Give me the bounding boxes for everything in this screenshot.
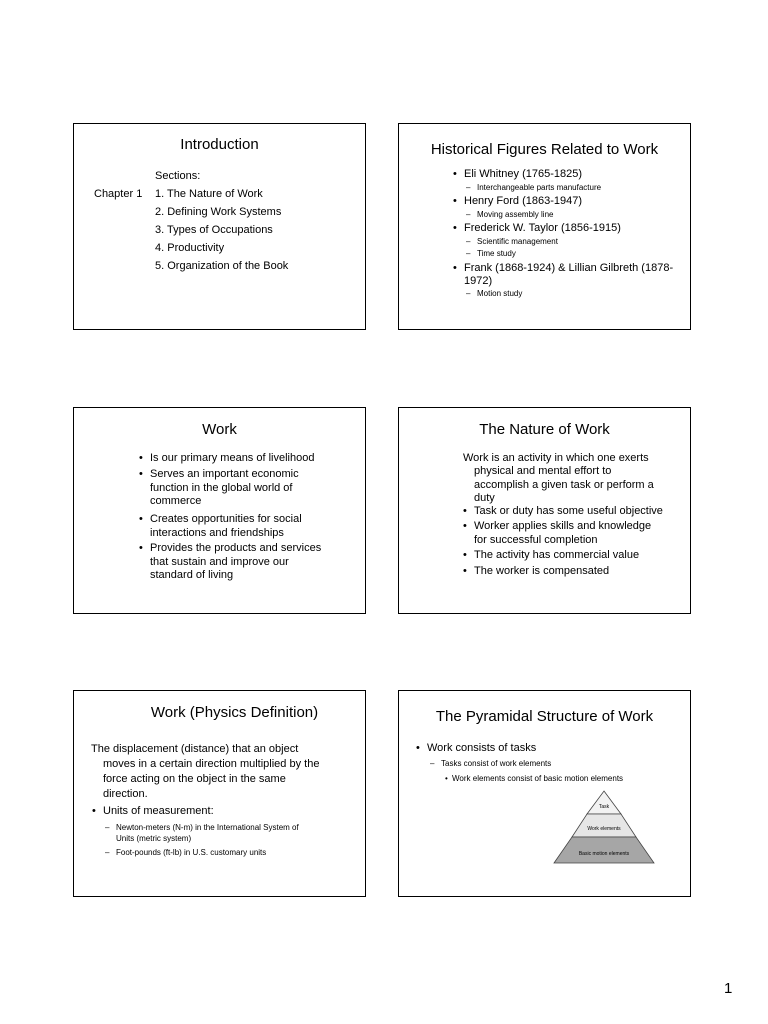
bullet-line: • Task or duty has some useful objective bbox=[474, 505, 663, 517]
pyramid-label-bottom: Basic motion elements bbox=[578, 851, 630, 857]
level-3-text: Work elements consist of basic motion elements bbox=[452, 774, 624, 783]
physics-intro bbox=[91, 742, 319, 802]
pyramid-label-middle: Work elements bbox=[587, 826, 621, 832]
unit-item bbox=[116, 847, 266, 858]
bullet-line: commerce bbox=[150, 495, 202, 507]
slide-title: The Nature of Work bbox=[479, 421, 610, 438]
figure-name: • Frank (1868-1924) & Lillian Gilbreth (1878- bbox=[464, 262, 673, 276]
pyramid-top-tier bbox=[587, 791, 621, 814]
units-label: • Units of measurement: bbox=[103, 805, 214, 819]
nature-intro bbox=[463, 452, 654, 505]
section-item: 2. Defining Work Systems bbox=[155, 206, 282, 218]
bullet-item bbox=[150, 468, 299, 509]
bullet-line: • The activity has commercial value bbox=[474, 549, 640, 561]
figure-note: – Scientific management bbox=[477, 236, 558, 247]
bullet-line: • Is our primary means of livelihood bbox=[150, 452, 315, 464]
intro-line: accomplish a given task or perform a bbox=[474, 478, 654, 491]
level-3-item: • Work elements consist of basic motion elements bbox=[445, 774, 624, 783]
slide-title: Work bbox=[202, 421, 237, 438]
bullet-item bbox=[474, 520, 651, 547]
level-1-item: • Work consists of tasks bbox=[427, 742, 536, 756]
level-2-item: – Tasks consist of work elements bbox=[441, 758, 551, 769]
bullet-item bbox=[474, 549, 639, 563]
slide-title: Historical Figures Related to Work bbox=[430, 141, 659, 158]
slide-introduction bbox=[73, 123, 366, 330]
bullet-line: interactions and friendships bbox=[150, 526, 284, 539]
figure-note: – Moving assembly line bbox=[477, 209, 553, 220]
unit-line: – Newton-meters (N-m) in the International System of bbox=[116, 823, 299, 832]
bullet-line: that sustain and improve our bbox=[150, 555, 289, 568]
figure-note: – Interchangeable parts manufacture bbox=[477, 182, 601, 193]
bullet-line: for successful completion bbox=[474, 533, 598, 546]
pyramid-label-top: Task bbox=[598, 804, 610, 810]
section-item: 4. Productivity bbox=[155, 242, 225, 254]
section-item: 1. The Nature of Work bbox=[155, 188, 263, 200]
bullet-item bbox=[150, 452, 314, 466]
slide-work bbox=[73, 407, 366, 614]
slide-title: The Pyramidal Structure of Work bbox=[435, 708, 654, 725]
section-item: 3. Types of Occupations bbox=[155, 224, 273, 236]
bullet-line: • Worker applies skills and knowledge bbox=[474, 520, 652, 532]
intro-line: direction. bbox=[103, 788, 148, 800]
unit-line: Units (metric system) bbox=[116, 834, 192, 843]
intro-line: duty bbox=[474, 491, 495, 504]
bullet-line: • Serves an important economic bbox=[150, 468, 299, 480]
intro-line: The displacement (distance) that an object bbox=[91, 743, 299, 755]
intro-line: physical and mental effort to bbox=[474, 465, 612, 478]
intro-line: moves in a certain direction multiplied by the bbox=[103, 758, 320, 770]
figure-note: – Time study bbox=[477, 248, 516, 259]
intro-line: force acting on the object in the same bbox=[103, 773, 286, 785]
bullet-item bbox=[474, 505, 663, 519]
slide-physics-definition bbox=[73, 690, 366, 897]
figure-name-continued: 1972) bbox=[464, 275, 493, 287]
chapter-label: Chapter 1 bbox=[94, 188, 143, 200]
bullet-line: standard of living bbox=[150, 569, 234, 581]
intro-line: Work is an activity in which one exerts bbox=[463, 452, 649, 464]
page-number: 1 bbox=[724, 980, 733, 997]
pyramid-bottom-tier bbox=[554, 837, 654, 863]
bullet-item bbox=[474, 565, 609, 579]
bullet-line: function in the global world of bbox=[150, 481, 293, 494]
figure-name: • Frederick W. Taylor (1856-1915) bbox=[464, 222, 621, 236]
slide-nature-of-work bbox=[398, 407, 691, 614]
bullet-line: • Creates opportunities for social bbox=[150, 513, 302, 525]
pyramid-diagram bbox=[549, 789, 659, 869]
slide-title: Work (Physics Definition) bbox=[150, 704, 319, 721]
section-item: 5. Organization of the Book bbox=[155, 260, 289, 272]
slide-pyramidal-structure bbox=[398, 690, 691, 897]
figure-name: • Henry Ford (1863-1947) bbox=[464, 195, 582, 209]
figure-name: • Eli Whitney (1765-1825) bbox=[464, 168, 582, 182]
sections-label: Sections: bbox=[155, 170, 201, 182]
figure-note: – Motion study bbox=[477, 288, 522, 299]
bullet-line: • The worker is compensated bbox=[474, 565, 610, 577]
bullet-item bbox=[150, 513, 302, 540]
unit-item bbox=[116, 822, 299, 844]
bullet-line: • Provides the products and services bbox=[150, 542, 322, 554]
slide-historical-figures bbox=[398, 123, 691, 330]
bullet-item bbox=[150, 542, 321, 583]
slide-title: Introduction bbox=[180, 136, 259, 153]
unit-line: – Foot-pounds (ft-lb) in U.S. customary units bbox=[116, 848, 267, 857]
